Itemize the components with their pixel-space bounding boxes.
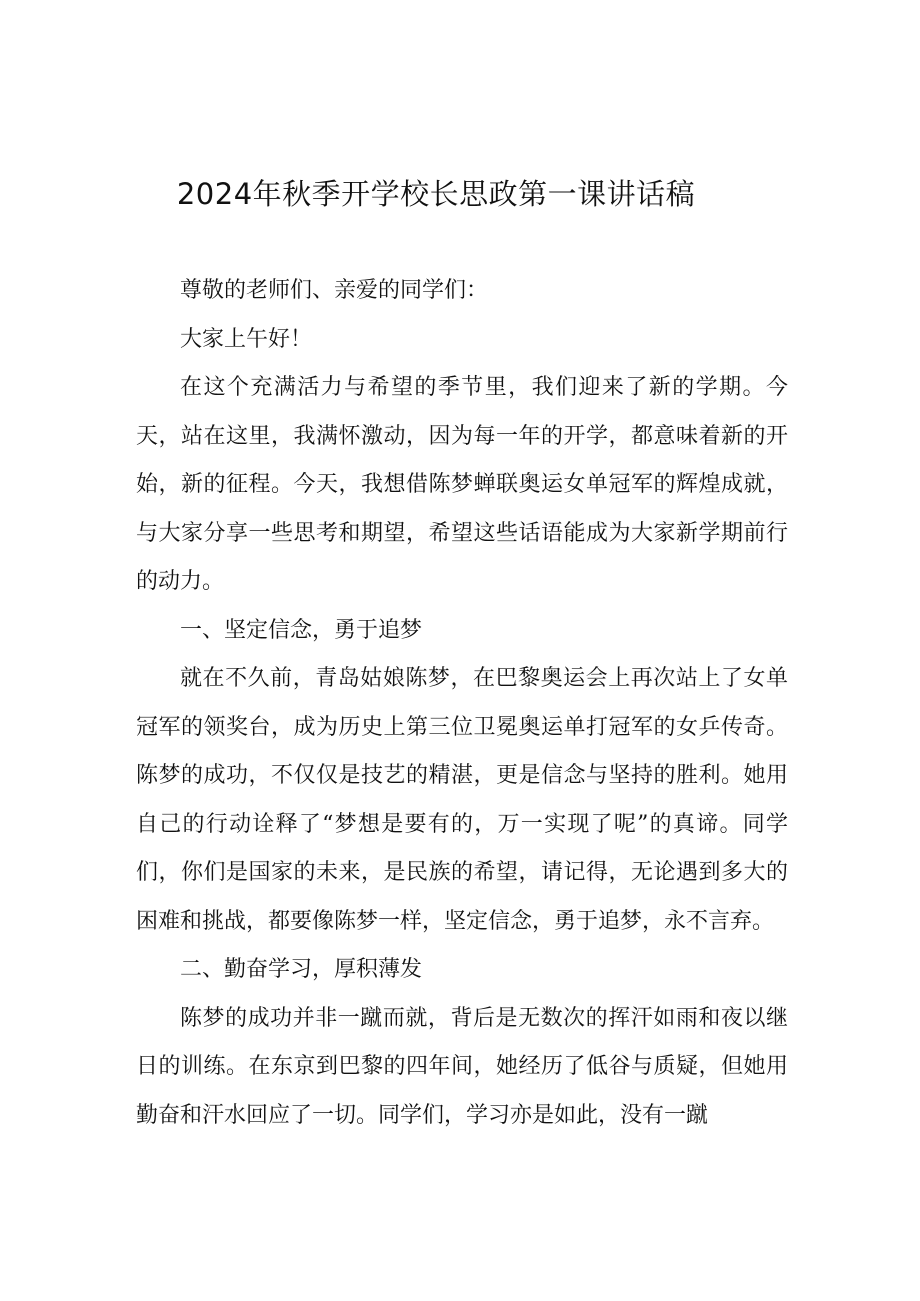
section-1-heading: 一、坚定信念，勇于追梦: [180, 617, 423, 643]
section-2-paragraph: 陈梦的成功并非一蹴而就，背后是无数次的挥汗如雨和夜以继日的训练。在东京到巴黎的四年间，她经历了低谷与质疑，但她用勤奋和汗水回应了一切。同学们，学习亦是如此，没有一蹴: [136, 1005, 788, 1128]
document-title: 2024年秋季开学校长思政第一课讲话稿: [176, 177, 696, 211]
document-body: [136, 267, 788, 1140]
section-2-heading: 二、勤奋学习，厚积薄发: [180, 957, 423, 982]
section-1-paragraph: 就在不久前，青岛姑娘陈梦，在巴黎奥运会上再次站上了女单冠军的领奖台，成为历史上第三位卫冕奥运单打冠军的女乒传奇。陈梦的成功，不仅仅是技艺的精湛，更是信念与坚持的胜利。她用自己的行动诠释了“梦想是要有的，万一实现了呢”的真谛。同学们，你们是国家的未来，是民族的希望，请记得，无论遇到多大的困难和挑战，都要像陈梦一样，坚定信念，勇于追梦，永不言弃。: [136, 666, 788, 934]
intro-paragraph: 在这个充满活力与希望的季节里，我们迎来了新的学期。今天，站在这里，我满怀激动，因为每一年的开学，都意味着新的开始，新的征程。今天，我想借陈梦蝉联奥运女单冠军的辉煌成就，与大家分享一些思考和期望，希望这些话语能成为大家新学期前行的动力。: [136, 375, 788, 594]
hello-paragraph: 大家上午好！: [180, 326, 313, 352]
greeting-paragraph: 尊敬的老师们、亲爱的同学们：: [180, 278, 489, 303]
